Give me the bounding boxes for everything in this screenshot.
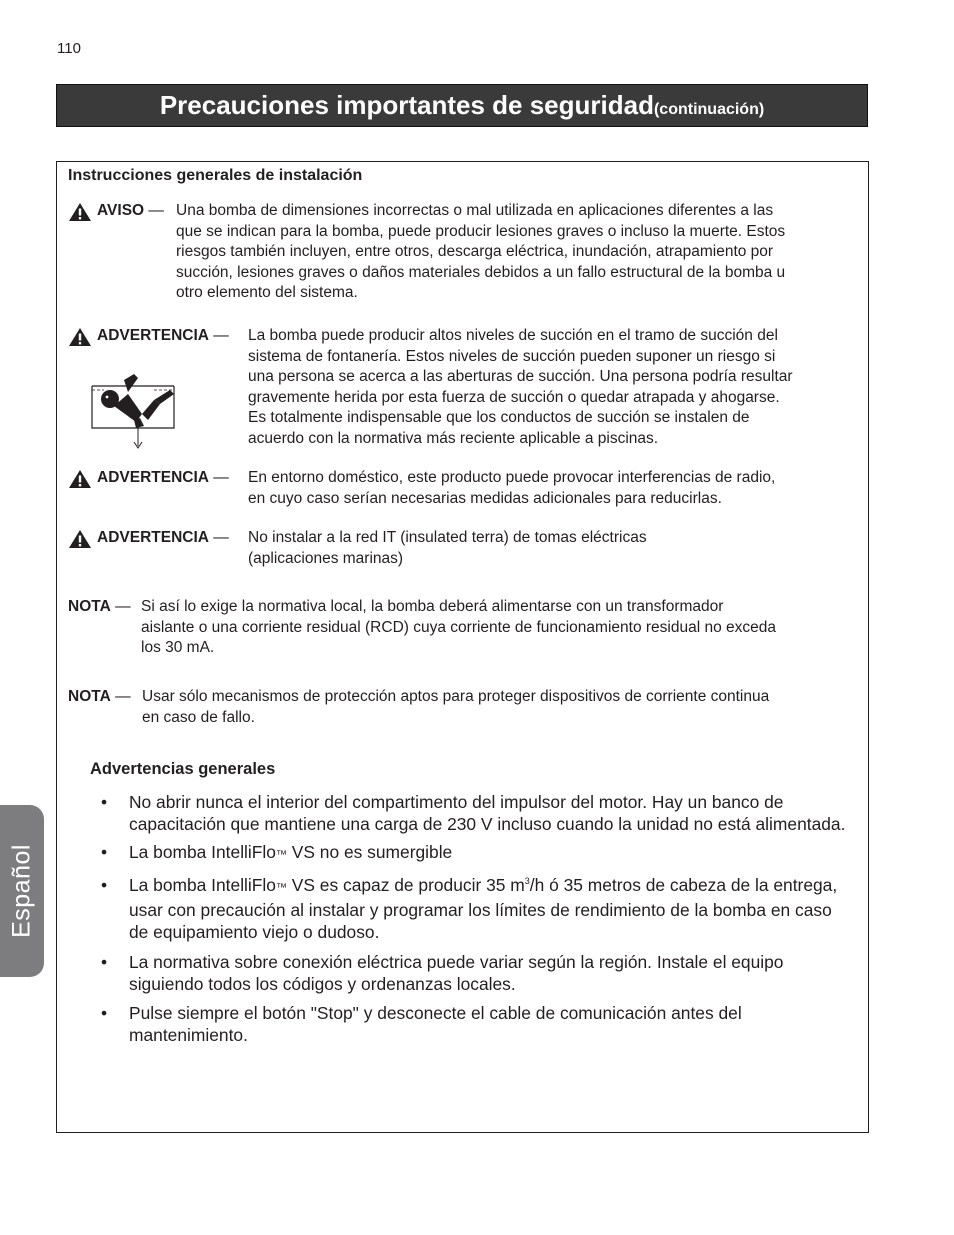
bullet: • <box>101 792 108 812</box>
aviso-line: succión, lesiones graves o daños materiales debidos a un fallo estructural de la bomba u <box>176 263 786 281</box>
instructions-box <box>56 161 869 1133</box>
list-item <box>101 791 846 835</box>
language-tab-label: Español <box>7 844 36 938</box>
advertencia-text <box>248 326 868 450</box>
nota-line: Si así lo exige la normativa local, la bomba deberá alimentarse con un transformador <box>141 598 724 615</box>
list-item <box>101 841 846 866</box>
aviso-text <box>176 201 876 304</box>
aviso-line: Una bomba de dimensiones incorrectas o mal utilizada en aplicaciones diferentes a las <box>176 202 774 219</box>
list-item <box>101 951 846 995</box>
advertencia-block <box>68 326 858 456</box>
list-item-text: La bomba IntelliFlo™ VS es capaz de producir 35 $m^3/h$ ó 35 metros de cabeza de la entrega, usar con precaución al instalar y programar los límites de rendimiento de la bomba en caso de equipamiento viejo o dudoso. <box>129 875 838 942</box>
nota-line: en caso de fallo. <box>142 708 255 726</box>
advertencia-line: sistema de fontanería. Estos niveles de succión pueden suponer un riesgo si <box>248 347 776 365</box>
nota-label: NOTA — <box>68 688 131 705</box>
page-subtitle: (continuación) <box>653 101 765 118</box>
warning-triangle-icon <box>68 327 92 347</box>
warning-triangle-icon <box>68 202 92 222</box>
aviso-label: AVISO — <box>97 202 164 219</box>
nota-line: los 30 mA. <box>141 639 215 657</box>
advertencia-line: en cuyo caso serían necesarias medidas adicionales para reducirlas. <box>248 489 722 507</box>
page-number: 110 <box>57 40 81 57</box>
page-title-bar <box>56 84 868 127</box>
list-item <box>101 1002 846 1046</box>
nota-text <box>142 687 862 728</box>
bullet: • <box>101 952 108 972</box>
nota-line: Usar sólo mecanismos de protección aptos para proteger dispositivos de corriente continua <box>142 688 770 705</box>
advertencia-label: ADVERTENCIA — <box>97 529 229 546</box>
aviso-line: que se indican para la bomba, puede producir lesiones graves o incluso la muerte. Estos <box>176 222 786 240</box>
list-item <box>101 874 846 943</box>
language-tab <box>0 805 44 977</box>
nota-label: NOTA — <box>68 598 131 615</box>
general-warnings-list <box>101 791 846 1052</box>
section-heading: Instrucciones generales de instalación <box>68 167 363 184</box>
advertencia-label: ADVERTENCIA — <box>97 327 229 344</box>
drowning-hazard-icon <box>90 366 178 456</box>
list-item-text: Pulse siempre el botón "Stop" y desconecte el cable de comunicación antes del mantenimiento. <box>129 1003 742 1045</box>
list-item-text: La normativa sobre conexión eléctrica puede variar según la región. Instale el equipo siguiendo todos los códigos y ordenanzas locales. <box>129 952 784 994</box>
advertencia-line: (aplicaciones marinas) <box>248 549 404 567</box>
warning-triangle-icon <box>68 469 92 489</box>
advertencia-text <box>248 468 868 509</box>
page-title: Precauciones importantes de seguridad <box>159 90 654 120</box>
aviso-block <box>68 201 858 311</box>
nota-block <box>68 687 858 731</box>
advertencia-line: En entorno doméstico, este producto puede provocar interferencias de radio, <box>248 469 776 486</box>
warning-triangle-icon <box>68 529 92 549</box>
general-warnings-heading: Advertencias generales <box>90 760 276 778</box>
advertencia-block <box>68 468 858 512</box>
nota-block <box>68 597 858 661</box>
advertencia-text <box>248 528 868 569</box>
bullet: • <box>101 875 108 895</box>
advertencia-line: acuerdo con la normativa más reciente aplicable a piscinas. <box>248 429 659 447</box>
bullet: • <box>101 1003 108 1023</box>
nota-text <box>141 597 861 659</box>
aviso-line: otro elemento del sistema. <box>176 284 358 302</box>
advertencia-line: No instalar a la red IT (insulated terra) de tomas eléctricas <box>248 529 647 546</box>
advertencia-line: La bomba puede producir altos niveles de succión en el tramo de succión del <box>248 327 778 344</box>
advertencia-line: Es totalmente indispensable que los conductos de succión se instalen de <box>248 409 750 427</box>
advertencia-block <box>68 528 858 572</box>
nota-line: aislante o una corriente residual (RCD) cuya corriente de funcionamiento residual no exceda <box>141 618 776 636</box>
aviso-line: riesgos también incluyen, entre otros, descarga eléctrica, inundación, atrapamiento por <box>176 243 774 261</box>
advertencia-line: gravemente herida por esta fuerza de succión o quedar atrapada y ahogarse. <box>248 388 780 406</box>
list-item-text: No abrir nunca el interior del compartimento del impulsor del motor. Hay un banco de capacitación que mantiene una carga de 230 V incluso cuando la unidad no está alimentada. <box>129 792 846 834</box>
bullet: • <box>101 842 108 862</box>
advertencia-line: una persona se acerca a las aberturas de succión. Una persona podría resultar <box>248 368 793 386</box>
list-item-text: La bomba IntelliFlo™ VS no es sumergible <box>129 842 453 862</box>
advertencia-label: ADVERTENCIA — <box>97 469 229 486</box>
